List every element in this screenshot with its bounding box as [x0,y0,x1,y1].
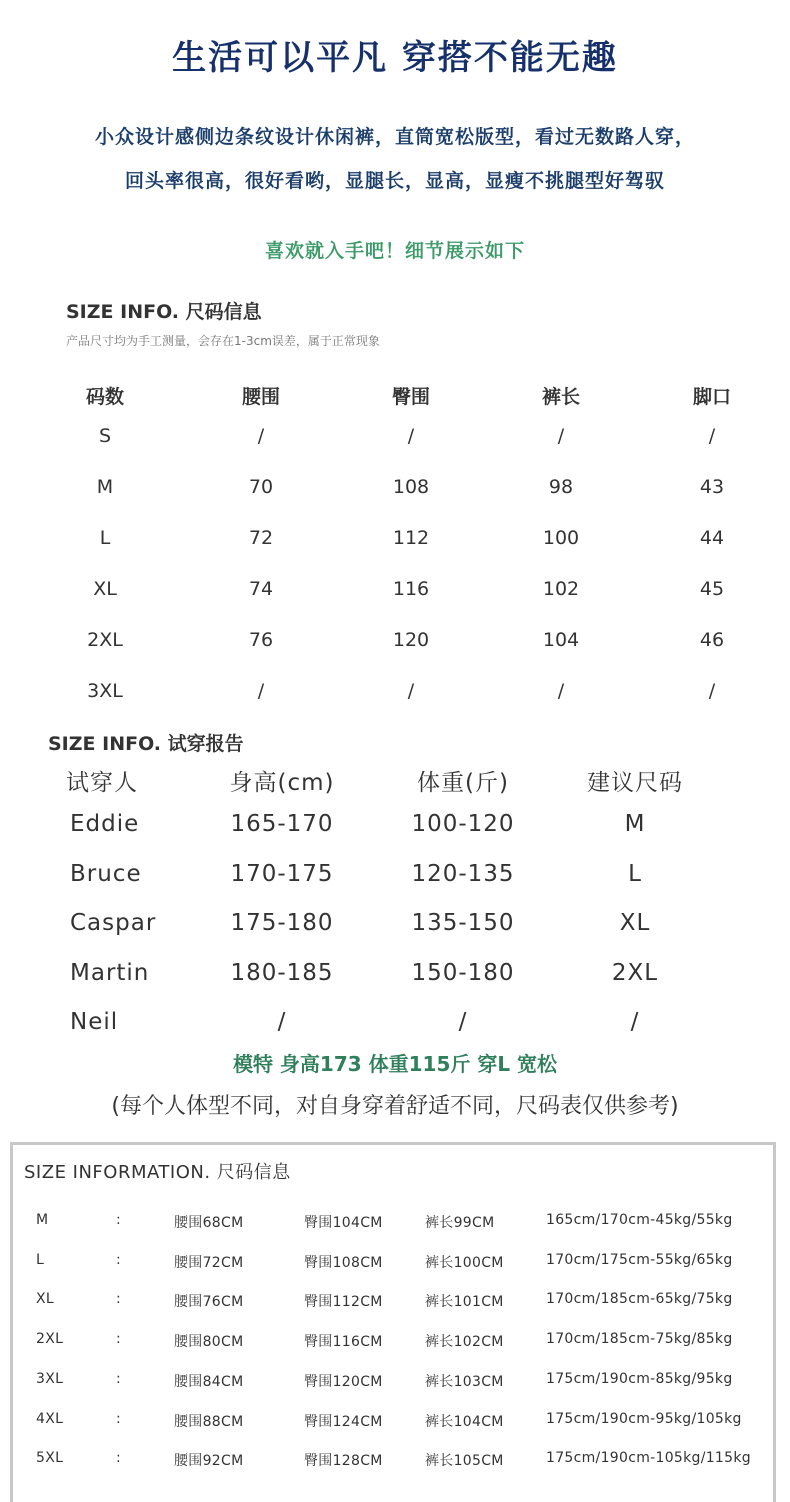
size-information-cell: L [36,1251,45,1268]
size-information-cell: 170cm/175cm-55kg/65kg [546,1251,733,1268]
size-information-cell: 170cm/185cm-65kg/75kg [546,1291,733,1308]
page-title: 生活可以平凡 穿搭不能无趣 [172,38,618,78]
try-on-cell: 175-180 [230,910,334,936]
size-table-cell: XL [93,578,117,600]
size-table-cell: 120 [392,629,430,651]
size-table-cell: / [708,425,716,447]
size-information-cell: XL [36,1291,54,1308]
size-table-header: 臀围 [391,386,430,408]
model-note: 模特 身高173 体重115斤 穿L 宽松 [232,1052,558,1076]
size-information-cell: : [116,1370,122,1387]
size-information-cell: : [116,1291,122,1308]
measurement-note: 产品尺寸均为手工测量，会存在1-3cm误差，属于正常现象 [66,334,380,348]
size-table-cell: / [257,425,265,447]
size-information-cell: 175cm/190cm-95kg/105kg [546,1410,742,1427]
size-information-cell: 臀围104CM [304,1215,383,1231]
size-table-cell: 104 [542,629,580,651]
size-information-cell: 165cm/170cm-45kg/55kg [546,1212,733,1228]
try-on-cell: Eddie [70,811,140,837]
size-information-cell: 腰围76CM [174,1294,244,1311]
try-on-cell: Bruce [70,860,142,887]
intro-line-2: 回头率很高，很好看哟，显腿长，显高，显瘦不挑腿型好驾驭 [124,170,665,192]
try-on-heading: SIZE INFO. 试穿报告 [48,733,244,755]
size-table-header: 裤长 [541,386,580,408]
details-cta: 喜欢就入手吧！细节展示如下 [264,240,525,262]
try-on-header: 建议尺码 [587,770,683,796]
size-table-cell: 70 [248,476,274,498]
size-table-cell: / [557,425,565,447]
try-on-cell: 170-175 [230,860,334,887]
size-information-cell: 臀围128CM [304,1453,383,1470]
try-on-cell: 2XL [611,959,659,986]
size-table-cell: 98 [548,476,574,498]
size-table-cell: 44 [699,527,725,549]
size-information-cell: 腰围80CM [174,1334,244,1351]
size-table-cell: / [407,425,415,447]
size-table-cell: / [407,680,415,702]
size-table-cell: 102 [542,578,580,600]
size-information-cell: 175cm/190cm-85kg/95kg [546,1370,733,1387]
size-information-cell: 腰围68CM [174,1215,244,1231]
size-information-cell: 175cm/190cm-105kg/115kg [546,1450,751,1467]
size-table-cell: 116 [392,578,430,600]
size-table-cell: 2XL [87,629,123,651]
size-information-cell: 170cm/185cm-75kg/85kg [546,1331,733,1348]
size-info-heading: SIZE INFO. 尺码信息 [66,301,262,323]
size-information-cell: : [116,1331,122,1348]
size-table-cell: M [96,476,114,498]
size-information-cell: 裤长101CM [425,1294,504,1311]
intro-line-1: 小众设计感侧边条纹设计休闲裤，直筒宽松版型，看过无数路人穿， [94,126,695,148]
size-table-cell: S [98,425,112,447]
size-information-cell: : [116,1212,122,1228]
size-information-cell: M [36,1212,49,1228]
size-table-cell: L [99,527,111,549]
try-on-cell: 135-150 [411,910,515,936]
size-table-cell: / [557,680,565,702]
size-information-cell: 臀围120CM [304,1373,383,1390]
try-on-cell: Caspar [70,910,157,936]
try-on-cell: 150-180 [411,959,515,986]
size-table-cell: 100 [542,527,580,549]
size-information-cell: 裤长103CM [425,1373,504,1390]
size-information-cell: 2XL [36,1331,64,1348]
size-table-cell: 3XL [87,680,123,702]
size-information-cell: 臀围124CM [304,1413,383,1430]
size-table-cell: 45 [699,578,725,600]
try-on-cell: / [630,1009,640,1035]
try-on-cell: / [458,1009,468,1035]
size-information-box [10,1142,776,1502]
size-information-cell: 裤长104CM [425,1413,504,1430]
try-on-cell: / [277,1009,287,1035]
try-on-cell: 100-120 [411,811,515,837]
size-information-cell: 臀围116CM [304,1334,383,1351]
size-information-cell: 裤长102CM [425,1334,504,1351]
try-on-cell: 180-185 [230,959,334,986]
size-information-cell: 腰围72CM [174,1254,244,1271]
try-on-cell: 165-170 [230,811,334,837]
try-on-cell: Martin [70,959,150,986]
size-table-cell: 74 [248,578,274,600]
size-information-heading: SIZE INFORMATION. 尺码信息 [24,1162,291,1183]
size-information-cell: 裤长100CM [425,1254,504,1271]
size-table-cell: 72 [248,527,274,549]
try-on-cell: XL [619,910,651,936]
size-information-cell: 裤长105CM [425,1453,504,1470]
size-information-cell: : [116,1410,122,1427]
size-information-cell: 腰围88CM [174,1413,244,1430]
size-information-cell: : [116,1450,122,1467]
size-information-cell: 3XL [36,1370,64,1387]
size-information-cell: 裤长99CM [425,1215,495,1231]
size-information-cell: 腰围92CM [174,1453,244,1470]
try-on-header: 试穿人 [66,770,138,796]
disclaimer: (每个人体型不同，对自身穿着舒适不同，尺码表仅供参考) [111,1094,679,1119]
try-on-header: 体重(斤) [417,770,509,796]
size-information-cell: 5XL [36,1450,64,1467]
size-information-cell: 臀围108CM [304,1254,383,1271]
size-information-cell: : [116,1251,122,1268]
try-on-cell: 120-135 [411,860,515,887]
try-on-cell: Neil [70,1009,119,1035]
size-table-cell: 43 [699,476,725,498]
size-table-cell: 46 [699,629,725,651]
size-table-cell: / [708,680,716,702]
try-on-cell: M [624,811,646,837]
size-information-cell: 腰围84CM [174,1373,244,1390]
try-on-cell: L [628,860,642,887]
size-table-cell: / [257,680,265,702]
size-information-cell: 臀围112CM [304,1294,383,1311]
size-table-cell: 112 [392,527,430,549]
size-table-header: 腰围 [241,386,280,408]
size-table-cell: 108 [392,476,430,498]
size-table-header: 脚口 [692,386,731,408]
try-on-header: 身高(cm) [229,770,335,796]
size-table-header: 码数 [85,386,124,408]
size-table-cell: 76 [248,629,274,651]
size-information-cell: 4XL [36,1410,64,1427]
